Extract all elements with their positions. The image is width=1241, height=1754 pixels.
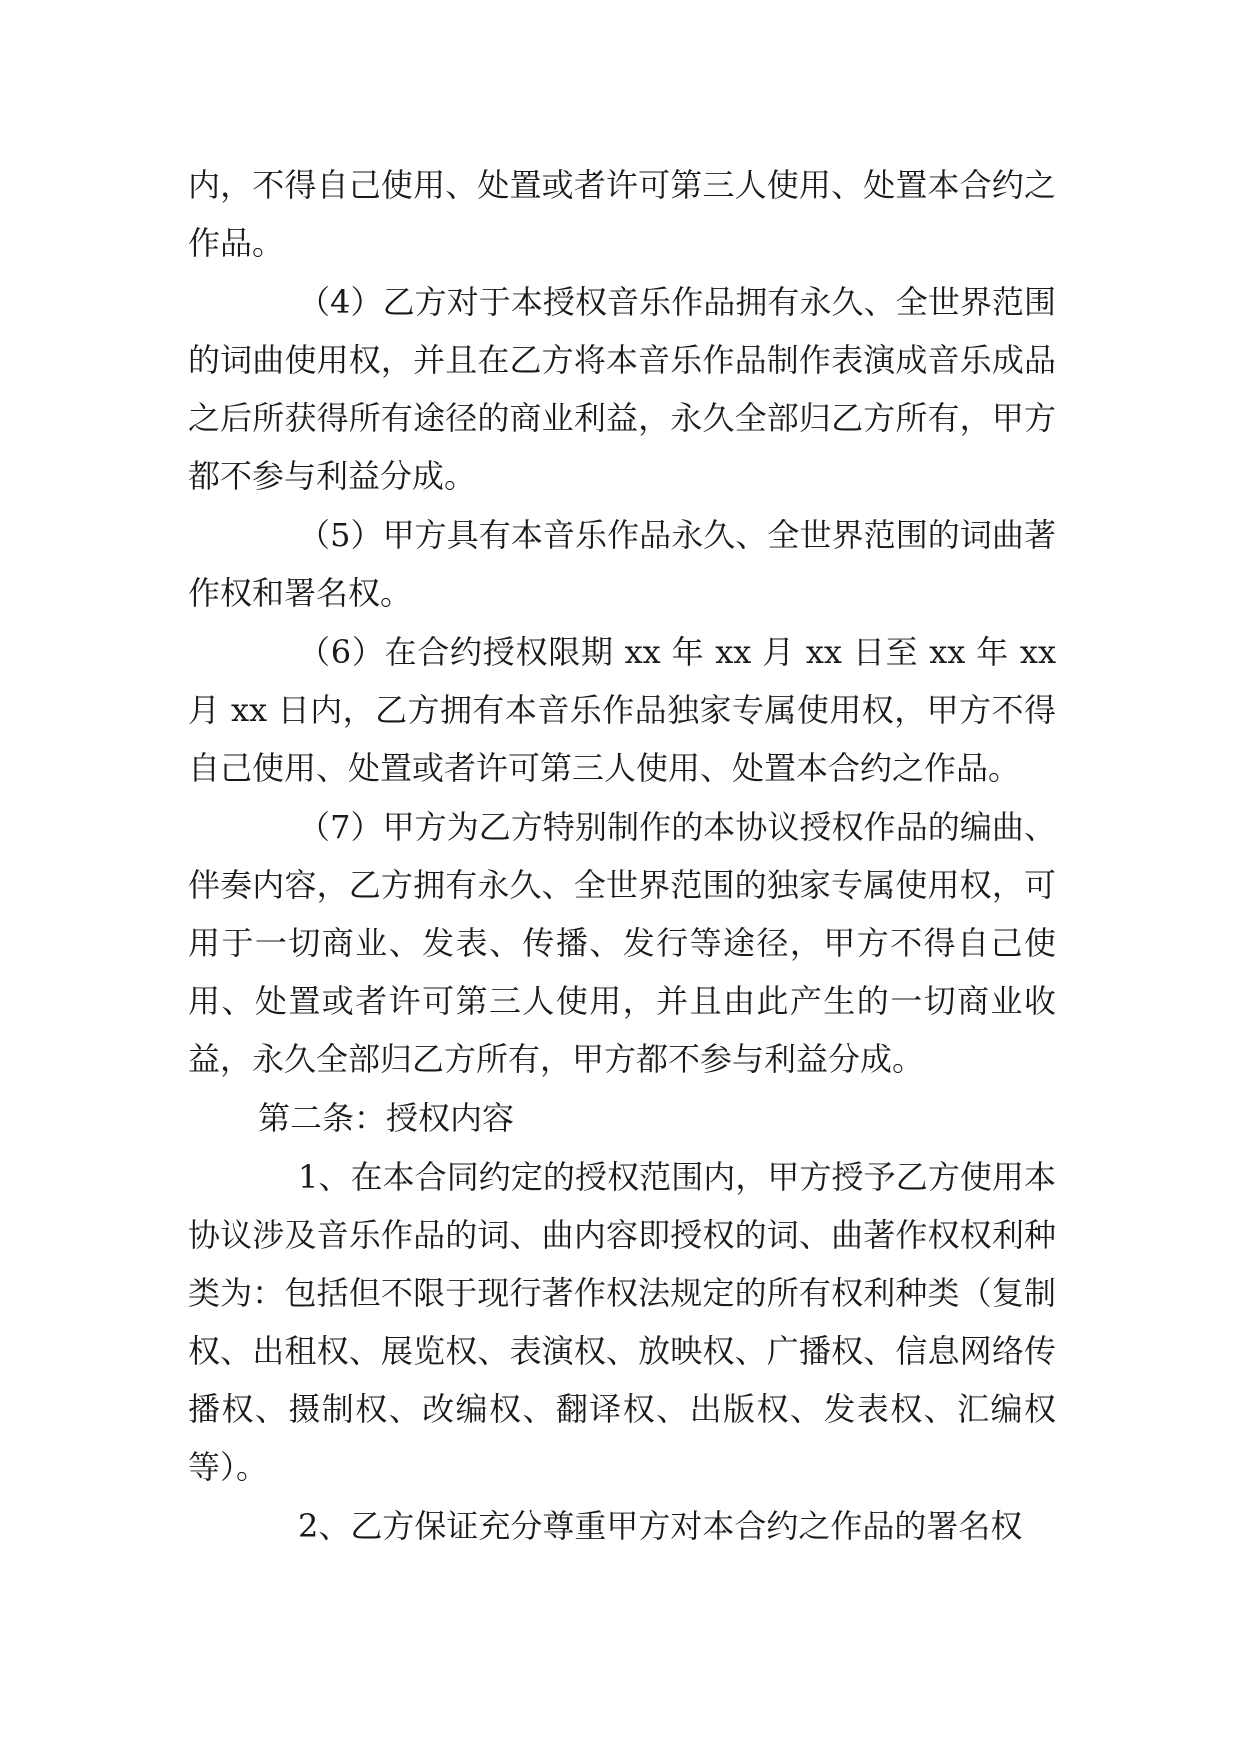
document-body (188, 156, 1056, 1556)
paragraph-article-2-clause-1: 1、在本合同约定的授权范围内，甲方授予乙方使用本协议涉及音乐作品的词、曲内容即授权的词、曲著作权权利种类为：包括但不限于现行著作权法规定的所有权利种类（复制权、出租权、展览权、表演权、放映权、广播权、信息网络传播权、摄制权、改编权、翻译权、出版权、发表权、汇编权等）。 (188, 1158, 1056, 1486)
paragraph-item-5: （5）甲方具有本音乐作品永久、全世界范围的词曲著作权和署名权。 (188, 516, 1056, 612)
paragraph-item-4: （4）乙方对于本授权音乐作品拥有永久、全世界范围的词曲使用权，并且在乙方将本音乐作品制作表演成音乐成品之后所获得所有途径的商业利益，永久全部归乙方所有，甲方都不参与利益分成。 (188, 283, 1056, 495)
paragraph-item-7: （7）甲方为乙方特别制作的本协议授权作品的编曲、伴奏内容，乙方拥有永久、全世界范围的独家专属使用权，可用于一切商业、发表、传播、发行等途径，甲方不得自己使用、处置或者许可第三人使用，并且由此产生的一切商业收益，永久全部归乙方所有，甲方都不参与利益分成。 (188, 808, 1056, 1078)
paragraph-article-2-clause-2: 2、乙方保证充分尊重甲方对本合约之作品的署名权 (298, 1507, 1023, 1545)
article-2-heading: 第二条：授权内容 (258, 1099, 515, 1137)
paragraph-continued: 内，不得自己使用、处置或者许可第三人使用、处置本合约之作品。 (188, 166, 1056, 262)
paragraph-item-6: （6）在合约授权限期 xx 年 xx 月 xx 日至 xx 年 xx 月 xx 日内，乙方拥有本音乐作品独家专属使用权，甲方不得自己使用、处置或者许可第三人使用、处置本合约之作品。 (188, 633, 1056, 787)
